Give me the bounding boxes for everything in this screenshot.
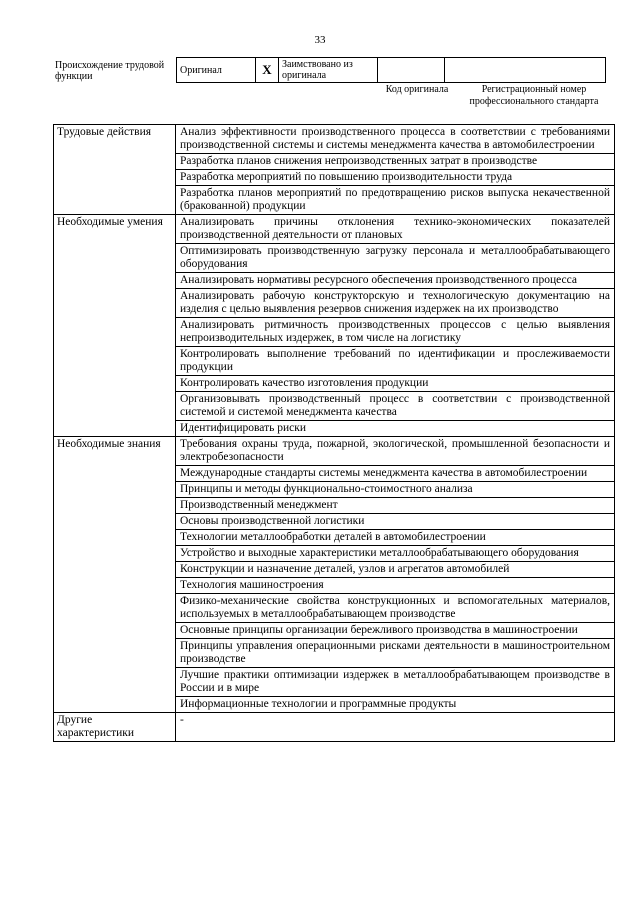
- section-item: Контролировать качество изготовления продукции: [176, 376, 615, 392]
- section-item: Принципы управления операционными рисками деятельности в машиностроительном производстве: [176, 639, 615, 668]
- section-heading: Другие характеристики: [54, 713, 176, 742]
- section-item: Анализировать рабочую конструкторскую и технологическую документацию на изделия с целью выявления резервов снижения издержек на их производство: [176, 289, 615, 318]
- origin-label: Происхождение трудовой функции: [55, 60, 165, 82]
- code-cell: [378, 58, 445, 83]
- table-row: [54, 125, 615, 154]
- section-item: Основы производственной логистики: [176, 514, 615, 530]
- section-item: Разработка мероприятий по повышению производительности труда: [176, 170, 615, 186]
- section-heading: Трудовые действия: [54, 125, 176, 215]
- section-item: Идентифицировать риски: [176, 421, 615, 437]
- section-item: Физико-механические свойства конструкционных и вспомогательных материалов, используемых в металлообрабатывающем производстве: [176, 594, 615, 623]
- section-item: Технология машиностроения: [176, 578, 615, 594]
- section-item: Информационные технологии и программные продукты: [176, 697, 615, 713]
- section-item: Оптимизировать производственную загрузку персонала и металлообрабатывающего оборудования: [176, 244, 615, 273]
- section-item: Контролировать выполнение требований по идентификации и прослеживаемости продукции: [176, 347, 615, 376]
- reg-number-cell: [445, 58, 606, 83]
- section-item: Конструкции и назначение деталей, узлов и агрегатов автомобилей: [176, 562, 615, 578]
- section-item: Производственный менеджмент: [176, 498, 615, 514]
- section-item: Основные принципы организации бережливого производства в машиностроении: [176, 623, 615, 639]
- section-item: Принципы и методы функционально-стоимостного анализа: [176, 482, 615, 498]
- section-item: Устройство и выходные характеристики металлообрабатывающего оборудования: [176, 546, 615, 562]
- section-heading: Необходимые знания: [54, 437, 176, 713]
- original-cell: Оригинал: [177, 58, 256, 83]
- section-item: Анализ эффективности производственного процесса в соответствии с требованиями производственной системы и системы менеджмента качества в автомобилестроении: [176, 125, 615, 154]
- section-item: Организовывать производственный процесс в соответствии с производственной системой и системой менеджмента качества: [176, 392, 615, 421]
- section-item: -: [176, 713, 615, 742]
- origin-table: [176, 57, 606, 83]
- section-item: Анализировать ритмичность производственных процессов с целью выявления непроизводительных издержек, в том числе на логистику: [176, 318, 615, 347]
- original-mark: X: [256, 58, 279, 83]
- code-caption: Код оригинала: [385, 84, 449, 95]
- section-item: Разработка планов снижения непроизводственных затрат в производстве: [176, 154, 615, 170]
- section-item: Анализировать причины отклонения технико-экономических показателей производственной деятельности от плановых: [176, 215, 615, 244]
- page-number: 33: [314, 34, 326, 46]
- table-row: [54, 437, 615, 466]
- section-heading: Необходимые умения: [54, 215, 176, 437]
- labor-function-table: [53, 124, 615, 742]
- table-row: [54, 713, 615, 742]
- reg-number-caption: Регистрационный номер профессионального стандарта: [469, 84, 599, 107]
- section-item: Международные стандарты системы менеджмента качества в автомобилестроении: [176, 466, 615, 482]
- table-row: [54, 215, 615, 244]
- section-item: Анализировать нормативы ресурсного обеспечения производственного процесса: [176, 273, 615, 289]
- section-item: Технологии металлообработки деталей в автомобилестроении: [176, 530, 615, 546]
- section-item: Требования охраны труда, пожарной, экологической, промышленной безопасности и электробезопасности: [176, 437, 615, 466]
- section-item: Лучшие практики оптимизации издержек в металлообрабатывающем производстве в России и в мире: [176, 668, 615, 697]
- borrowed-cell: Заимствовано из оригинала: [279, 58, 378, 83]
- section-item: Разработка планов мероприятий по предотвращению рисков выпуска некачественной (бракованной) продукции: [176, 186, 615, 215]
